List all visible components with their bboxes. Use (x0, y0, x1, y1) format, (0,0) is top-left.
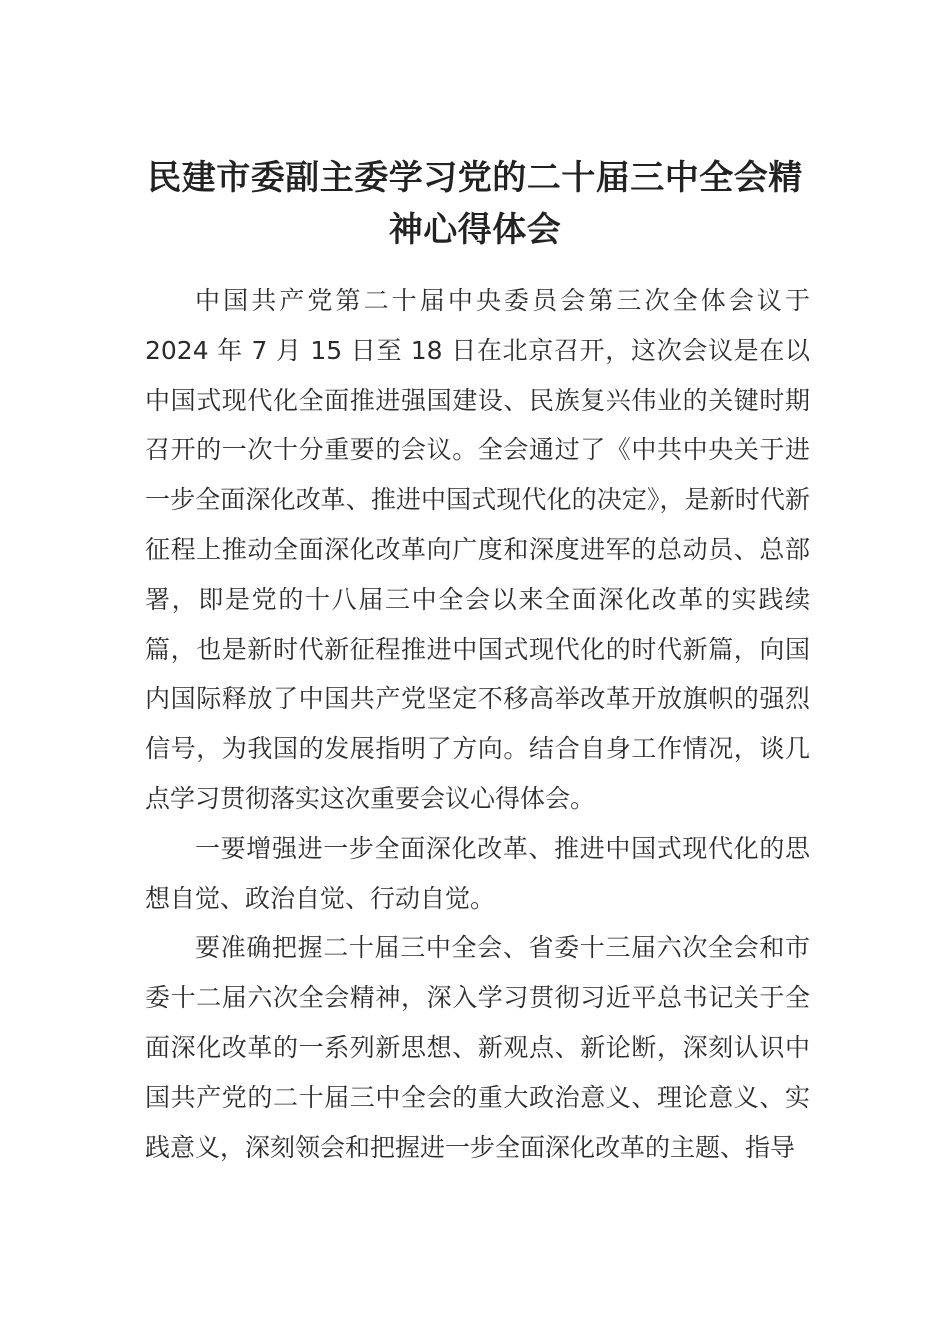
document-body (145, 276, 810, 1172)
paragraph-point-one-detail: 要准确把握二十届三中全会、省委十三届六次全会和市委十二届六次全会精神，深入学习贯彻习近平总书记关于全面深化改革的一系列新思想、新观点、新论断，深刻认识中国共产党的二十届三中全会的重大政治意义、理论意义、实践意义，深刻领会和把握进一步全面深化改革的主题、指导 (145, 933, 810, 1162)
paragraph-point-one: 一要增强进一步全面深化改革、推进中国式现代化的思想自觉、政治自觉、行动自觉。 (145, 833, 810, 913)
paragraph-intro: 中国共产党第二十届中央委员会第三次全体会议于 2024 年 7 月 15 日至 18 日在北京召开，这次会议是在以中国式现代化全面推进强国建设、民族复兴伟业的关键时期召开的一次十分重要的会议。全会通过了《中共中央关于进一步全面深化改革、推进中国式现代化的决定》，是新时代新征程上推动全面深化改革向广度和深度进军的总动员、总部署，即是党的十八届三中全会以来全面深化改革的实践续篇，也是新时代新征程推进中国式现代化的时代新篇，向国内国际释放了中国共产党坚定不移高举改革开放旗帜的强烈信号，为我国的发展指明了方向。结合自身工作情况，谈几点学习贯彻落实这次重要会议心得体会。 (145, 286, 810, 813)
document-title: 民建市委副主委学习党的二十届三中全会精神心得体会 (147, 158, 803, 250)
